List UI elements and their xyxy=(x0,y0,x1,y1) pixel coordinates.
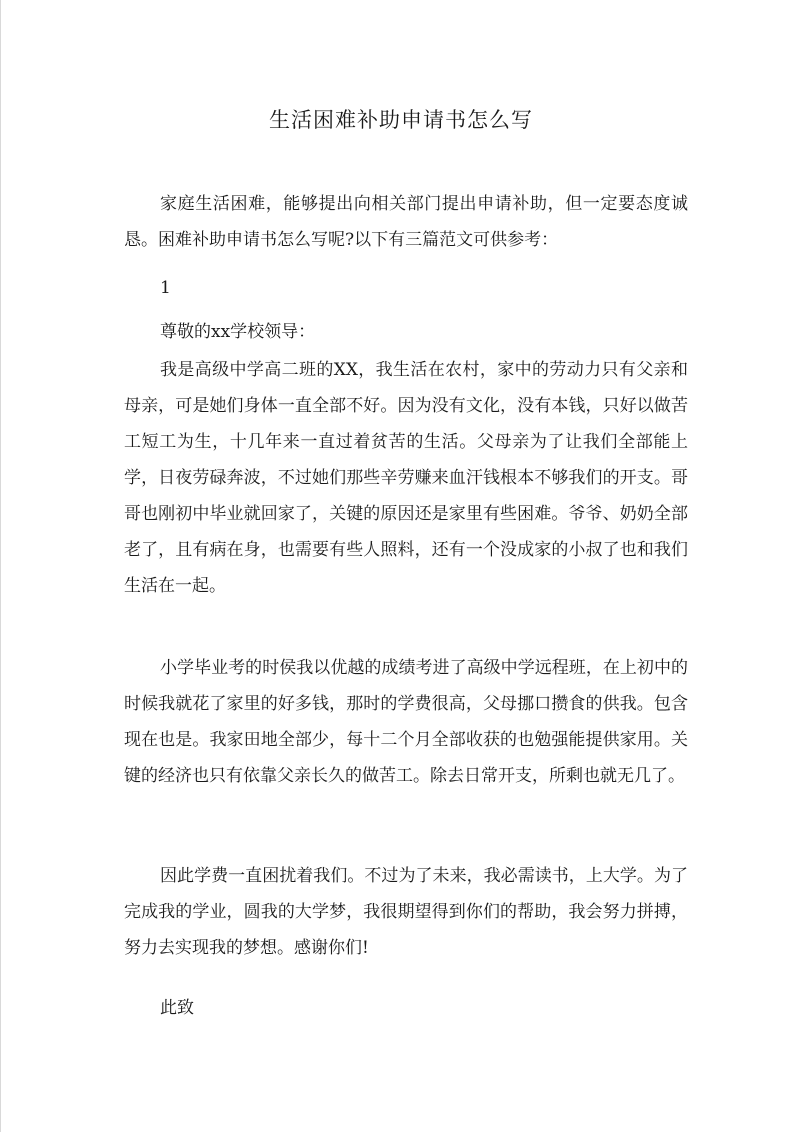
document-title: 生活困难补助申请书怎么写 xyxy=(269,108,533,132)
intro-paragraph: 家庭生活困难，能够提出向相关部门提出申请补助，但一定要态度诚恳。困难补助申请书怎么写呢?以下有三篇范文可供参考： xyxy=(124,194,688,250)
body-paragraph-1: 我是高级中学高二班的XX，我生活在农村，家中的劳动力只有父亲和母亲，可是她们身体一直全部不好。因为没有文化，没有本钱，只好以做苦工短工为生，十几年来一直过着贫苦的生活。父母亲为了让我们全部能上学，日夜劳碌奔波，不过她们那些辛劳赚来血汗钱根本不够我们的开支。哥哥也刚初中毕业就回家了，关键的原因还是家里有些困难。爷爷、奶奶全部老了，且有病在身，也需要有些人照料，还有一个没成家的小叔了也和我们生活在一起。 xyxy=(124,360,688,596)
section-number: 1 xyxy=(160,278,171,298)
closing-line: 此致 xyxy=(160,998,194,1018)
salutation: 尊敬的xx学校领导： xyxy=(160,322,316,342)
body-paragraph-3: 因此学费一直困扰着我们。不过为了未来，我必需读书，上大学。为了完成我的学业，圆我的大学梦，我很期望得到你们的帮助，我会努力拼搏，努力去实现我的梦想。感谢你们! xyxy=(124,866,688,958)
body-paragraph-2: 小学毕业考的时侯我以优越的成绩考进了高级中学远程班，在上初中的时候我就花了家里的好多钱，那时的学费很高，父母挪口攒食的供我。包含现在也是。我家田地全部少，每十二个月全部收获的也勉强能提供家用。关键的经济也只有依靠父亲长久的做苦工。除去日常开支，所剩也就无几了。 xyxy=(124,658,688,786)
